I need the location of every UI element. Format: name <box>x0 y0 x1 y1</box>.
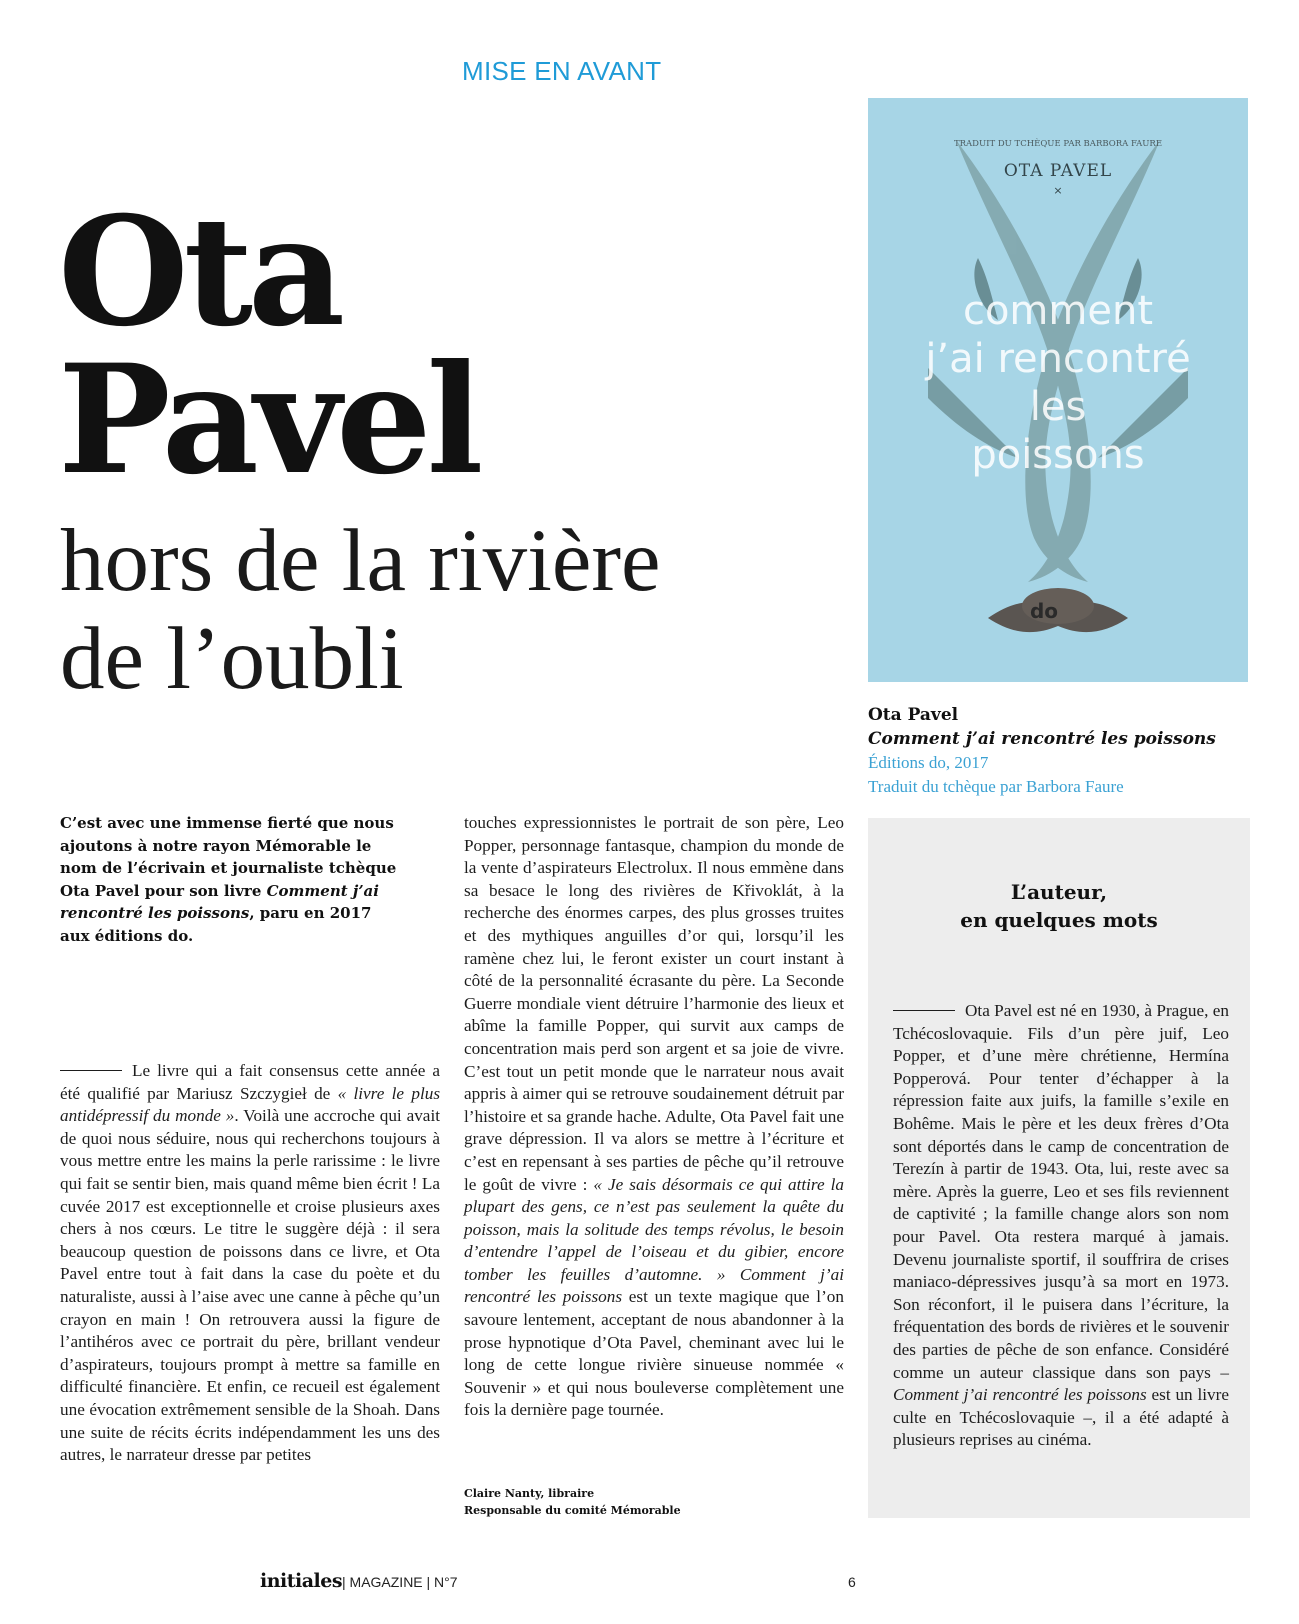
cover-author: OTA PAVEL <box>1003 161 1113 181</box>
sidebar-title-line-1: L’auteur, <box>1010 880 1108 904</box>
cover-title-1: comment <box>962 288 1154 334</box>
sidebar-text-a: Ota Pavel est né en 1930, à Prague, en Tchécoslovaquie. Fils d’un père juif, Leo Popper, et d’une mère chrétienne, Hermína Popperová. Pour tenter d’échapper à la répression faite aux juifs, la famille s’exile en Bohême. Mais le père et les deux frères d’Ota sont déportés dans le camp de concentration de Terezín à partir de 1943. Ota, lui, reste avec sa mère. Après la guerre, Leo et ses fils reviennent de captivité ; la famille change alors son nom pour Pavel. Ota restera marqué à jamais. Devenu journaliste sportif, il souffrira de crises maniaco-dépressives jusqu’à sa mort en 1973. Son réconfort, il le puisera dans l’écriture, la fréquentation des bords de rivières et le souvenir des parties de pêche de son enfance. Considéré comme un auteur classique dans son pays – <box>893 1001 1229 1382</box>
section-label: MISE EN AVANT <box>462 56 662 86</box>
cover-publisher-logo: do <box>1029 599 1059 623</box>
sidebar-book-title: Comment j’ai rencontré les poissons <box>893 1385 1147 1405</box>
caption-edition: Éditions do, 2017 <box>868 753 989 772</box>
sidebar-title-line-2: en quelques mots <box>960 908 1158 932</box>
caption-title: Comment j’ai rencontré les poissons <box>868 729 1216 749</box>
sidebar-title <box>868 878 1250 934</box>
em-dash-rule <box>60 1070 122 1071</box>
cover-title-3: les <box>1029 384 1087 430</box>
article-title <box>58 184 798 508</box>
lead-paragraph <box>60 812 400 947</box>
sidebar-text <box>893 1000 1229 1452</box>
article-quote-1: « livre le plus antidépressif du monde » <box>60 1083 441 1126</box>
magazine-issue: | MAGAZINE | N°7 <box>342 1574 458 1590</box>
article-text-1b: . Voilà une accroche qui avait de quoi nous séduire, nous qui recherchons toujours à vous mettre entre les mains la perle rarissime : le livre qui fait se sentir bien, mais quand même bien écrit ! La cuvée 2017 est exceptionnelle et croise plusieurs axes chers à nos cœurs. Le titre le suggère déjà : il sera beaucoup question de poissons dans ce livre, et Ota Pavel entre tout à fait dans la case du poète et du naturaliste, aussi à l’aise avec une canne à pêche qu’un crayon en main ! On retrouvera aussi la figure de l’antihéros avec ce portrait du père, brillant vendeur d’aspirateurs, toujours prompt à mettre sa famille en difficulté financière. Et enfin, ce recueil est également une évocation extrêmement sensible de la Shoah. Dans une suite de récits écrits indépendamment les uns des autres, le narrateur dresse par petites <box>60 1106 440 1465</box>
signature-role: Responsable du comité Mémorable <box>464 1504 681 1517</box>
title-line-2: Pavel <box>58 332 479 508</box>
lead-book-title: Comment j’ai rencontré les poissons <box>60 881 379 922</box>
cover-title-2: j’ai rencontré <box>925 336 1191 382</box>
signature-name: Claire Nanty, libraire <box>464 1487 595 1500</box>
article-subtitle <box>60 512 820 708</box>
caption-author: Ota Pavel <box>868 705 959 725</box>
subtitle-line-1: hors de la rivière <box>60 512 661 610</box>
article-quote-2: « Je sais désormais ce qui attire la plupart des gens, ce n’est pas seulement la quête du poisson, mais la solitude des temps révolus, le besoin d’entendre l’appel de l’oiseau et du gibier, encore tomber les feuilles d’automne. » Comment j’ai rencontré les poissons <box>464 1174 844 1307</box>
em-dash-rule <box>893 1010 955 1011</box>
magazine-logo: initiales <box>260 1570 343 1592</box>
article-text-2a: touches expressionnistes le portrait de son père, Leo Popper, personnage fantasque, champion du monde de la vente d’aspirateurs Electrolux. Il nous emmène dans sa besace le long des rivières de Křivoklát, à la recherche des énormes carpes, des plus grosses truites et des mythiques anguilles d’or qui, lorsqu’il les ramène chez lui, le feront exister un court instant à côté de la personnalité écrasante du père. La Seconde Guerre mondiale vient détruire l’harmonie des lieux et abîme la famille Popper, qui survit aux camps de concentration mais perd son argent et sa joie de vivre. C’est tout un petit monde que le narrateur nous avait appris à aimer qui se retrouve soudainement détruit par l’histoire et sa grande hache. Adulte, Ota Pavel fait une grave dépression. Il va alors se mettre à l’écriture et c’est en repensant à ses parties de pêche qu’il retrouve le goût de vivre : <box>464 813 844 1194</box>
page-number: 6 <box>848 1574 856 1590</box>
cover-mark: × <box>1053 184 1063 197</box>
article-text-1a: Le livre qui a fait consensus cette année a été qualifié par Mariusz Szczygieł de <box>60 1061 440 1103</box>
cover-title-4: poissons <box>971 432 1145 478</box>
book-cover <box>868 98 1248 682</box>
cover-translator: TRADUIT DU TCHÈQUE PAR BARBORA FAURE <box>953 139 1163 149</box>
lead-text-2: , paru en 2017 aux éditions do. <box>60 904 372 945</box>
article-column-2 <box>464 812 844 1422</box>
lead-text-1: C’est avec une immense fierté que nous ajoutons à notre rayon Mémorable le nom de l’écrivain et journaliste tchèque Ota Pavel pour son livre <box>60 814 397 900</box>
sidebar-text-b: est un livre culte en Tchécoslovaquie –, il a été adapté à plusieurs reprises au cinéma. <box>893 1385 1229 1450</box>
caption-translation: Traduit du tchèque par Barbora Faure <box>868 777 1124 796</box>
article-column-1 <box>60 1060 440 1467</box>
signature <box>464 1485 844 1519</box>
book-cover-art <box>868 98 1248 682</box>
article-text-2b: est un texte magique que l’on savoure lentement, acceptant de nous abandonner à la prose hypnotique d’Ota Pavel, cheminant avec lui le long de cette longue rivière sinueuse nommée « Souvenir » et qui nous bouleverse complètement une fois la dernière page tournée. <box>464 1287 844 1420</box>
book-caption <box>868 703 1268 799</box>
title-line-1: Ota <box>58 184 341 360</box>
subtitle-line-2: de l’oubli <box>60 610 404 708</box>
